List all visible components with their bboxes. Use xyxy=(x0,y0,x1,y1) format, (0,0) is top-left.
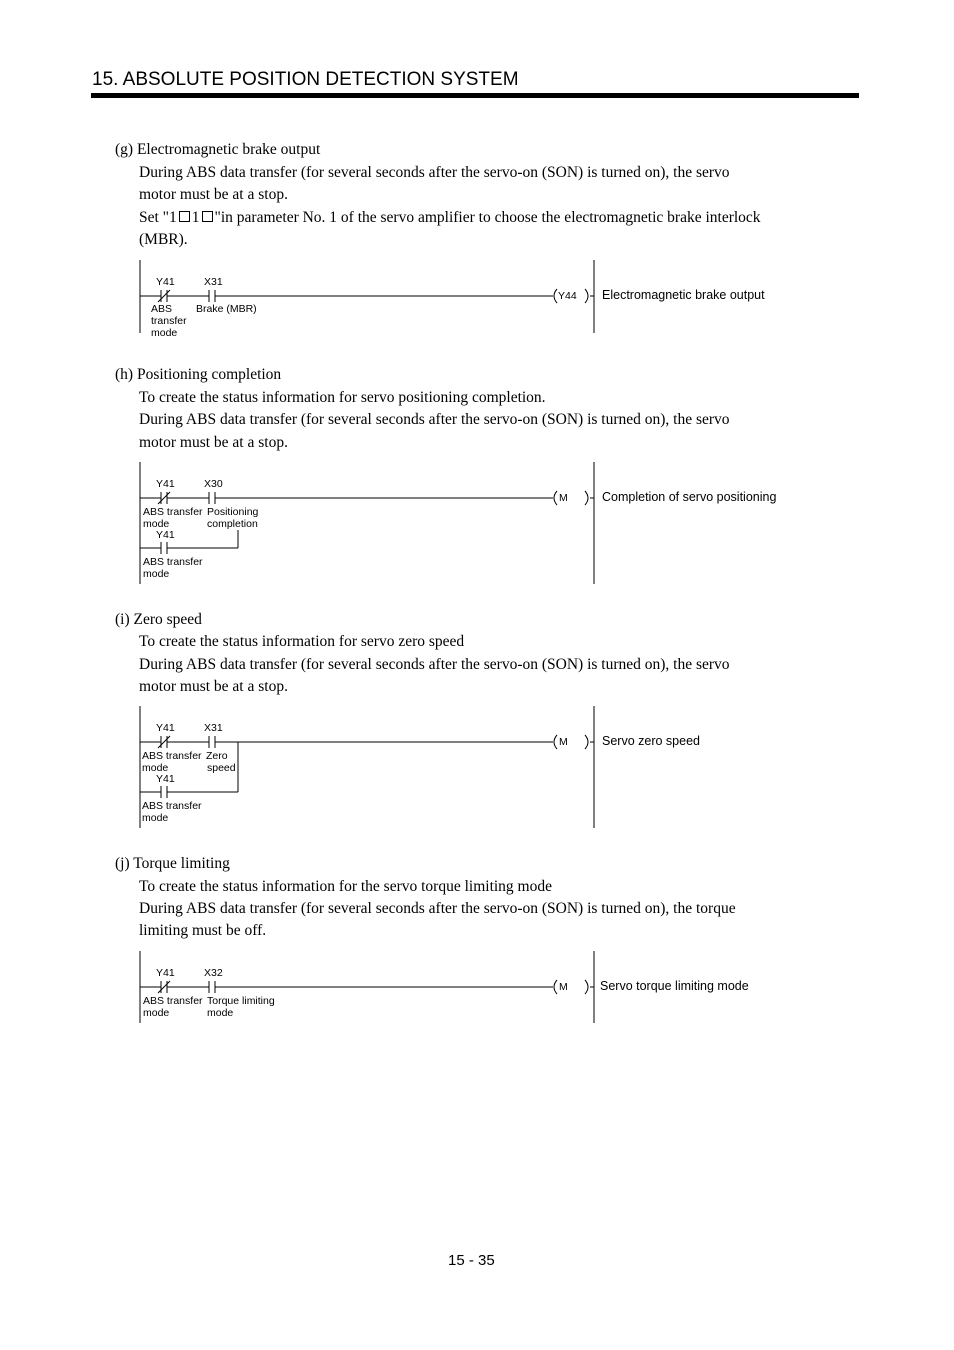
section-g-line-1: During ABS data transfer (for several seconds after the servo-on (SON) is turned on), the servo xyxy=(139,164,730,181)
page-header-title: 15. ABSOLUTE POSITION DETECTION SYSTEM xyxy=(92,69,519,90)
contact-label: Y41 xyxy=(156,529,175,541)
contact-label: X30 xyxy=(204,478,223,490)
section-j-line-1: To create the status information for the servo torque limiting mode xyxy=(139,878,552,895)
contact-desc: mode xyxy=(143,518,170,530)
contact-desc: speed xyxy=(207,762,236,774)
section-i-line-3: motor must be at a stop. xyxy=(139,678,288,695)
section-i-heading: (i) Zero speed xyxy=(115,611,202,628)
section-j-heading: (j) Torque limiting xyxy=(115,855,230,872)
contact-desc: mode xyxy=(142,812,169,824)
output-description: Servo torque limiting mode xyxy=(600,979,749,993)
contact-label: Y41 xyxy=(156,773,175,785)
ladder-g xyxy=(140,260,594,333)
contact-desc: Torque limiting xyxy=(207,995,275,1007)
contact-label: X31 xyxy=(204,722,223,734)
output-description: Electromagnetic brake output xyxy=(602,288,765,302)
output-description: Completion of servo positioning xyxy=(602,490,777,504)
coil-label: M xyxy=(559,981,568,993)
contact-desc: Brake (MBR) xyxy=(196,303,257,315)
section-i-line-2: During ABS data transfer (for several seconds after the servo-on (SON) is turned on), the servo xyxy=(139,656,730,673)
blank-square-icon xyxy=(179,211,190,222)
section-j-line-3: limiting must be off. xyxy=(139,922,267,939)
section-h-line-2: During ABS data transfer (for several seconds after the servo-on (SON) is turned on), the servo xyxy=(139,411,730,428)
contact-desc: ABS transfer xyxy=(143,506,203,518)
section-h-heading: (h) Positioning completion xyxy=(115,366,282,383)
section-g-line-2: motor must be at a stop. xyxy=(139,186,288,203)
contact-desc: ABS transfer xyxy=(142,750,202,762)
contact-desc: Positioning xyxy=(207,506,259,518)
contact-label: Y41 xyxy=(156,967,175,979)
set-text-mid: 1 xyxy=(191,209,200,226)
contact-desc: ABS transfer xyxy=(142,800,202,812)
section-h-line-1: To create the status information for servo positioning completion. xyxy=(139,389,546,406)
contact-label: Y41 xyxy=(156,478,175,490)
contact-desc: completion xyxy=(207,518,258,530)
section-g-heading: (g) Electromagnetic brake output xyxy=(115,141,321,158)
contact-desc: mode xyxy=(151,327,178,339)
contact-desc: ABS xyxy=(151,303,173,315)
coil-label: M xyxy=(559,492,568,504)
page-number: 15 - 35 xyxy=(448,1252,495,1269)
contact-label: Y41 xyxy=(156,722,175,734)
contact-label: Y41 xyxy=(156,276,175,288)
section-g-set-last: (MBR). xyxy=(139,231,188,248)
output-description: Servo zero speed xyxy=(602,734,700,748)
set-text-post: "in parameter No. 1 of the servo amplifier to choose the electromagnetic brake interlock xyxy=(214,209,761,226)
contact-desc: Zero xyxy=(206,750,228,762)
contact-desc: ABS transfer xyxy=(143,556,203,568)
section-i-line-1: To create the status information for servo zero speed xyxy=(139,633,465,650)
contact-desc: ABS transfer xyxy=(143,995,203,1007)
section-j-line-2: During ABS data transfer (for several seconds after the servo-on (SON) is turned on), the torque xyxy=(139,900,736,917)
contact-desc: transfer xyxy=(151,315,187,327)
section-g-set-line xyxy=(139,207,761,230)
coil-label: M xyxy=(559,736,568,748)
contact-desc: mode xyxy=(142,762,169,774)
contact-desc: mode xyxy=(143,1007,170,1019)
contact-desc: mode xyxy=(143,568,170,580)
contact-label: X31 xyxy=(204,276,223,288)
contact-label: X32 xyxy=(204,967,223,979)
contact-desc: mode xyxy=(207,1007,234,1019)
coil-label: Y44 xyxy=(558,290,577,302)
blank-square-icon xyxy=(202,211,213,222)
section-h-line-3: motor must be at a stop. xyxy=(139,434,288,451)
set-text-pre: Set "1 xyxy=(139,209,177,226)
